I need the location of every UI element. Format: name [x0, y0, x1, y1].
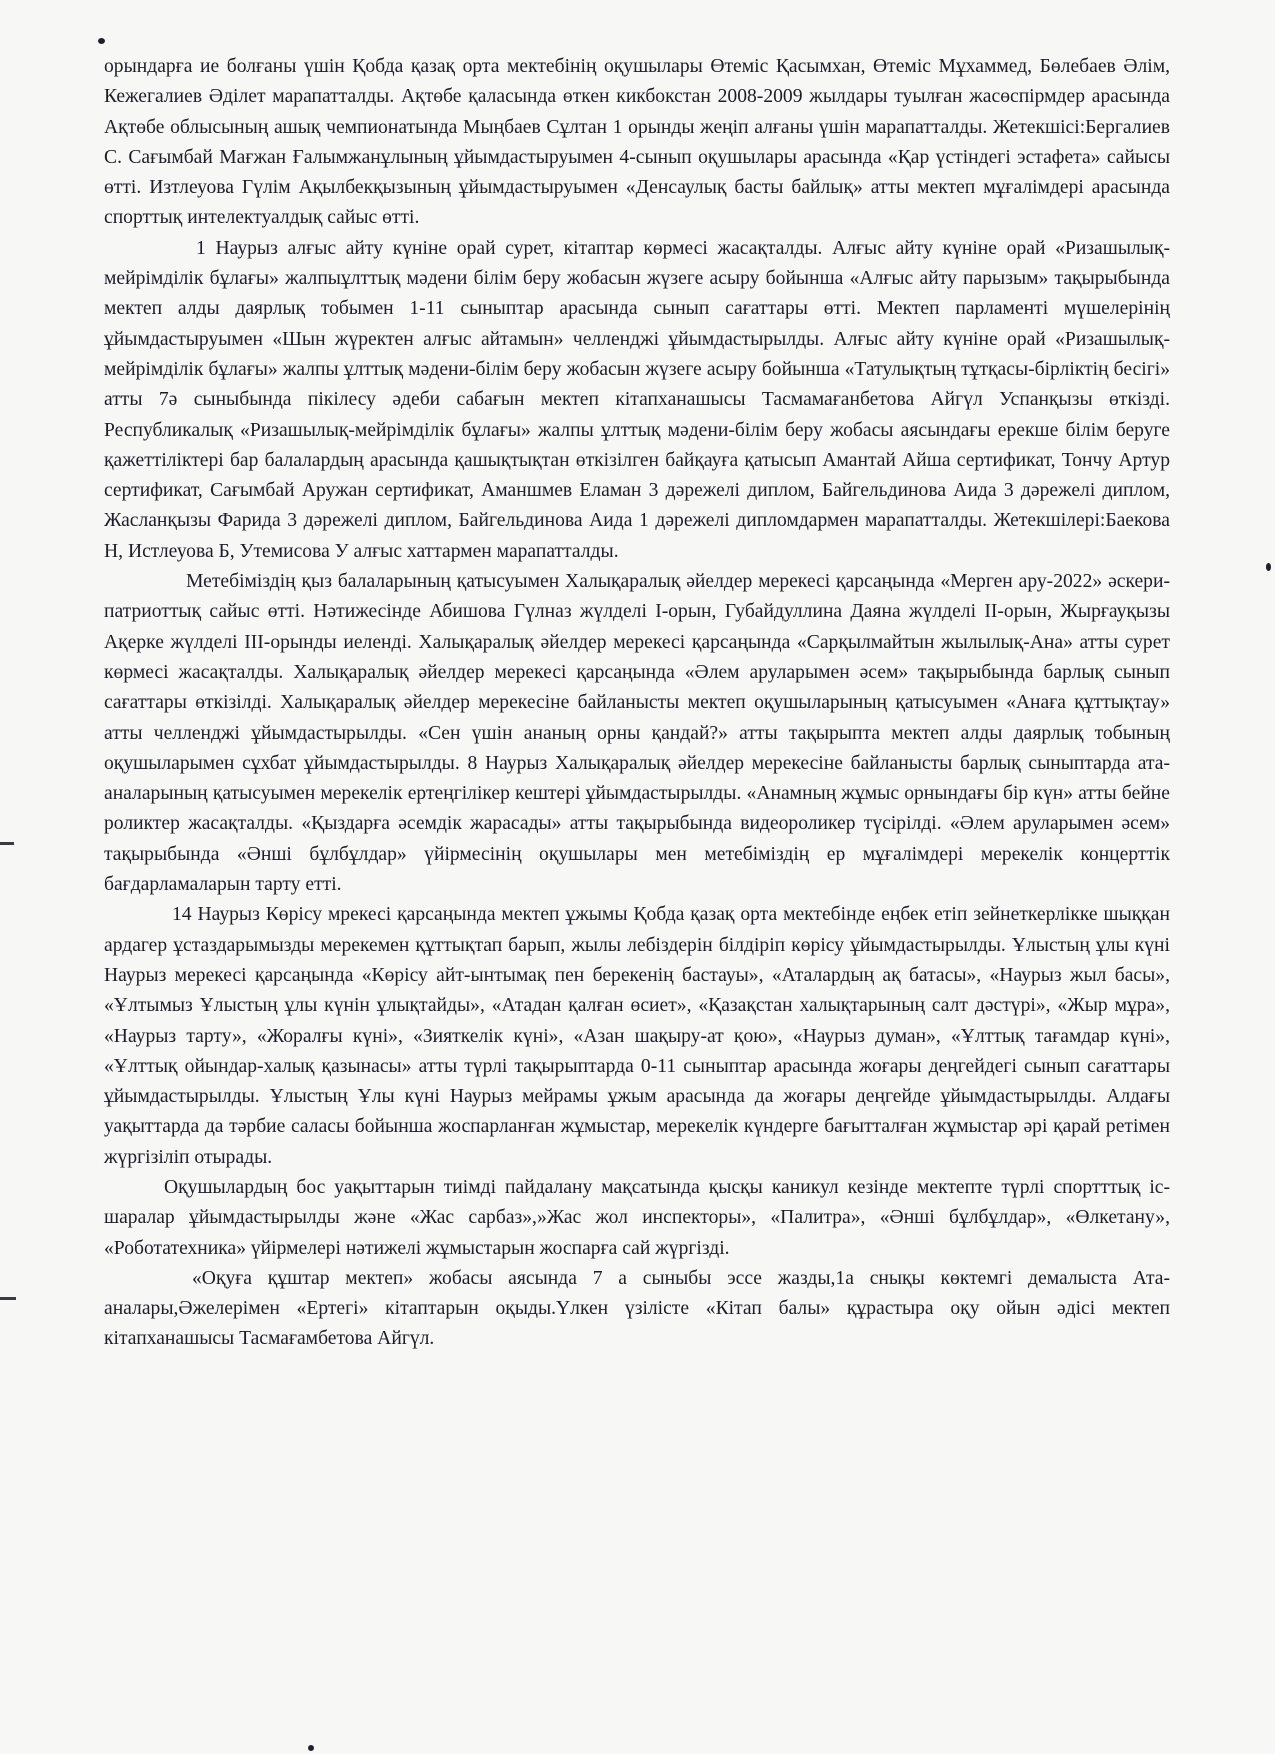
paragraph: 14 Наурыз Көрісу мрекесі қарсаңында мектеп ұжымы Қобда қазақ орта мектебінде еңбек етіп зейнеткерлікке шыққан ардагер ұстаздарымызды мерекемен құттықтап барып, жылы лебіздерін білдіріп көрісу ұйымдастырылды. Ұлыстың ұлы күні Наурыз мерекесі қарсаңында «Көрісу айт-ынтымақ пен берекенің бастауы», «Аталардың ақ батасы», «Наурыз жыл басы», «Ұлтымыз Ұлыстың ұлы күнін ұлықтайды», «Атадан қалған өсиет», «Қазақстан халықтарының салт дәстүрі», «Жыр мұра», «Наурыз тарту», «Жоралғы күні», «Зияткелік күні», «Азан шақыру-ат қою», «Наурыз думан», «Ұлттық тағамдар күні», «Ұлттық ойындар-халық қазынасы» атты түрлі тақырыптарда 0-11 сыныптар арасында жоғары деңгейдегі сынып сағаттары ұйымдастырылды. Ұлыстың Ұлы күні Наурыз мейрамы ұжым арасында да жоғары деңгейде ұйымдастырылды. Алдағы уақыттарда да тәрбие саласы бойынша жоспарланған жұмыстар, мерекелік күндерге бағытталған жұмыстар әрі қарай ретімен жүргізіліп отырады. [104, 904, 1170, 1168]
document-body [104, 52, 1170, 1355]
ink-dot [98, 38, 105, 44]
paragraph: «Оқуға құштар мектеп» жобасы аясында 7 а сыныбы эссе жазды,1а снықы көктемгі демалыста Ата-аналары,Әжелерімен «Ертегі» кітаптарын оқыды.Үлкен үзілісте «Кітап балы» құрастыра оқу ойын әдісі мектеп кітапханашысы Тасмағамбетова Айгүл. [104, 1267, 1170, 1350]
ink-dot [1266, 563, 1271, 571]
staple-mark [0, 1297, 16, 1300]
paragraph: Оқушылардың бос уақыттарын тиімді пайдалану мақсатында қысқы каникул кезінде мектепте түрлі спортттық іс-шаралар ұйымдастырылды және «Жас сарбаз»,»Жас жол инспекторы», «Палитра», «Әнші бұлбұлдар», «Өлкетану», «Роботатехника» үйірмелері нәтижелі жұмыстарын жоспарға сай жүргізді. [104, 1176, 1170, 1259]
paragraph: Метебіміздің қыз балаларының қатысуымен Халықаралық әйелдер мерекесі қарсаңында «Мерген ару-2022» әскери-патриоттық сайыс өтті. Нәтижесінде Абишова Гүлназ жүлделі І-орын, Губайдуллина Даяна жүлделі ІІ-орын, Жырғауқызы Ақерке жүлделі ІІІ-орынды иеленді. Халықаралық әйелдер мерекесі қарсаңында «Сарқылмайтын жылылық-Ана» атты сурет көрмесі жасақталды. Халықаралық әйелдер мерекесі қарсаңында «Әлем аруларымен әсем» тақырыбында барлық сынып сағаттары өткізілді. Халықаралық әйелдер мерекесіне байланысты мектеп оқушыларының қатысуымен «Анаға құттықтау» атты челленджі ұйымдастырылды. «Сен үшін ананың орны қандай?» атты тақырыпта мектеп алды даярлық тобының оқушыларымен сұхбат ұйымдастырылды. 8 Наурыз Халықаралық әйелдер мерекесіне байланысты барлық сыныптарда ата-аналарының қатысуымен мерекелік ертеңгілікер кештері ұйымдастырылды. «Анамның жұмыс орнындағы бір күн» атты бейне роликтер жасақталды. «Қыздарға әсемдік жарасады» атты тақырыбында видеороликер түсірілді. «Әлем аруларымен әсем» тақырыбында «Әнші бұлбұлдар» үйірмесінің оқушылары мен метебіміздің ер мұғалімдері мерекелік концерттік бағдарламаларын тарту етті. [104, 571, 1170, 896]
staple-mark [0, 842, 14, 845]
paragraph: 1 Наурыз алғыс айту күніне орай сурет, кітаптар көрмесі жасақталды. Алғыс айту күніне орай «Ризашылық-мейрімділік бұлағы» жалпыұлттық мәдени білім беру жобасын жүзеге асыру бойынша «Алғыс айту парызым» тақырыбында мектеп алды даярлық тобымен 1-11 сыныптар арасында сынып сағаттары өтті. Мектеп парламенті мүшелерінің ұйымдастыруымен «Шын жүректен алғыс айтамын» челленджі ұйымдастырылды. Алғыс айту күніне орай «Ризашылық-мейрімділік бұлағы» жалпы ұлттық мәдени-білім беру жобасын жүзеге асыру бойынша «Татулықтың тұтқасы-бірліктің бесігі» атты 7ә сыныбында пікілесу әдеби сабағын мектеп кітапханашысы Тасмамағанбетова Айгүл Успанқызы өткізді. Республикалық «Ризашылық-мейрімділік бұлағы» жалпы ұлттық мәдени-білім беру жобасы аясындағы ерекше білім беруге қажеттіліктері бар балалардың арасында қашықтықтан өткізілген байқауға қатысып Амантай Айша сертификат, Тончу Артур сертификат, Сағымбай Аружан сертификат, Аманшмев Еламан 3 дәрежелі диплом, Байгельдинова Аида 3 дәрежелі диплом, Жасланқызы Фарида 3 дәрежелі диплом, Байгельдинова Аида 1 дәрежелі дипломдармен марапатталды. Жетекшілері:Баекова Н, Истлеуова Б, Утемисова У алғыс хаттармен марапатталды. [104, 237, 1170, 562]
ink-dot [308, 1745, 314, 1751]
paragraph: орындарға ие болғаны үшін Қобда қазақ орта мектебінің оқушылары Өтеміс Қасымхан, Өтеміс Мұхаммед, Бөлебаев Әлім, Кежегалиев Әділет марапатталды. Ақтөбе қаласында өткен кикбокстан 2008-2009 жылдары туылған жасөспірмдер арасында Ақтөбе облысының ашық чемпионатында Мыңбаев Сұлтан 1 орынды жеңіп алғаны үшін марапатталды. Жетекшісі:Бергалиев С. Сағымбай Мағжан Ғалымжанұлының ұйымдастыруымен 4-сынып оқушылары арасында «Қар үстіндегі эстафета» сайысы өтті. Изтлеуова Гүлім Ақылбекқызының ұйымдастыруымен «Денсаулық басты байлық» атты мектеп мұғалімдері арасында спорттық интелектуалдық сайыс өтті. [104, 56, 1170, 229]
